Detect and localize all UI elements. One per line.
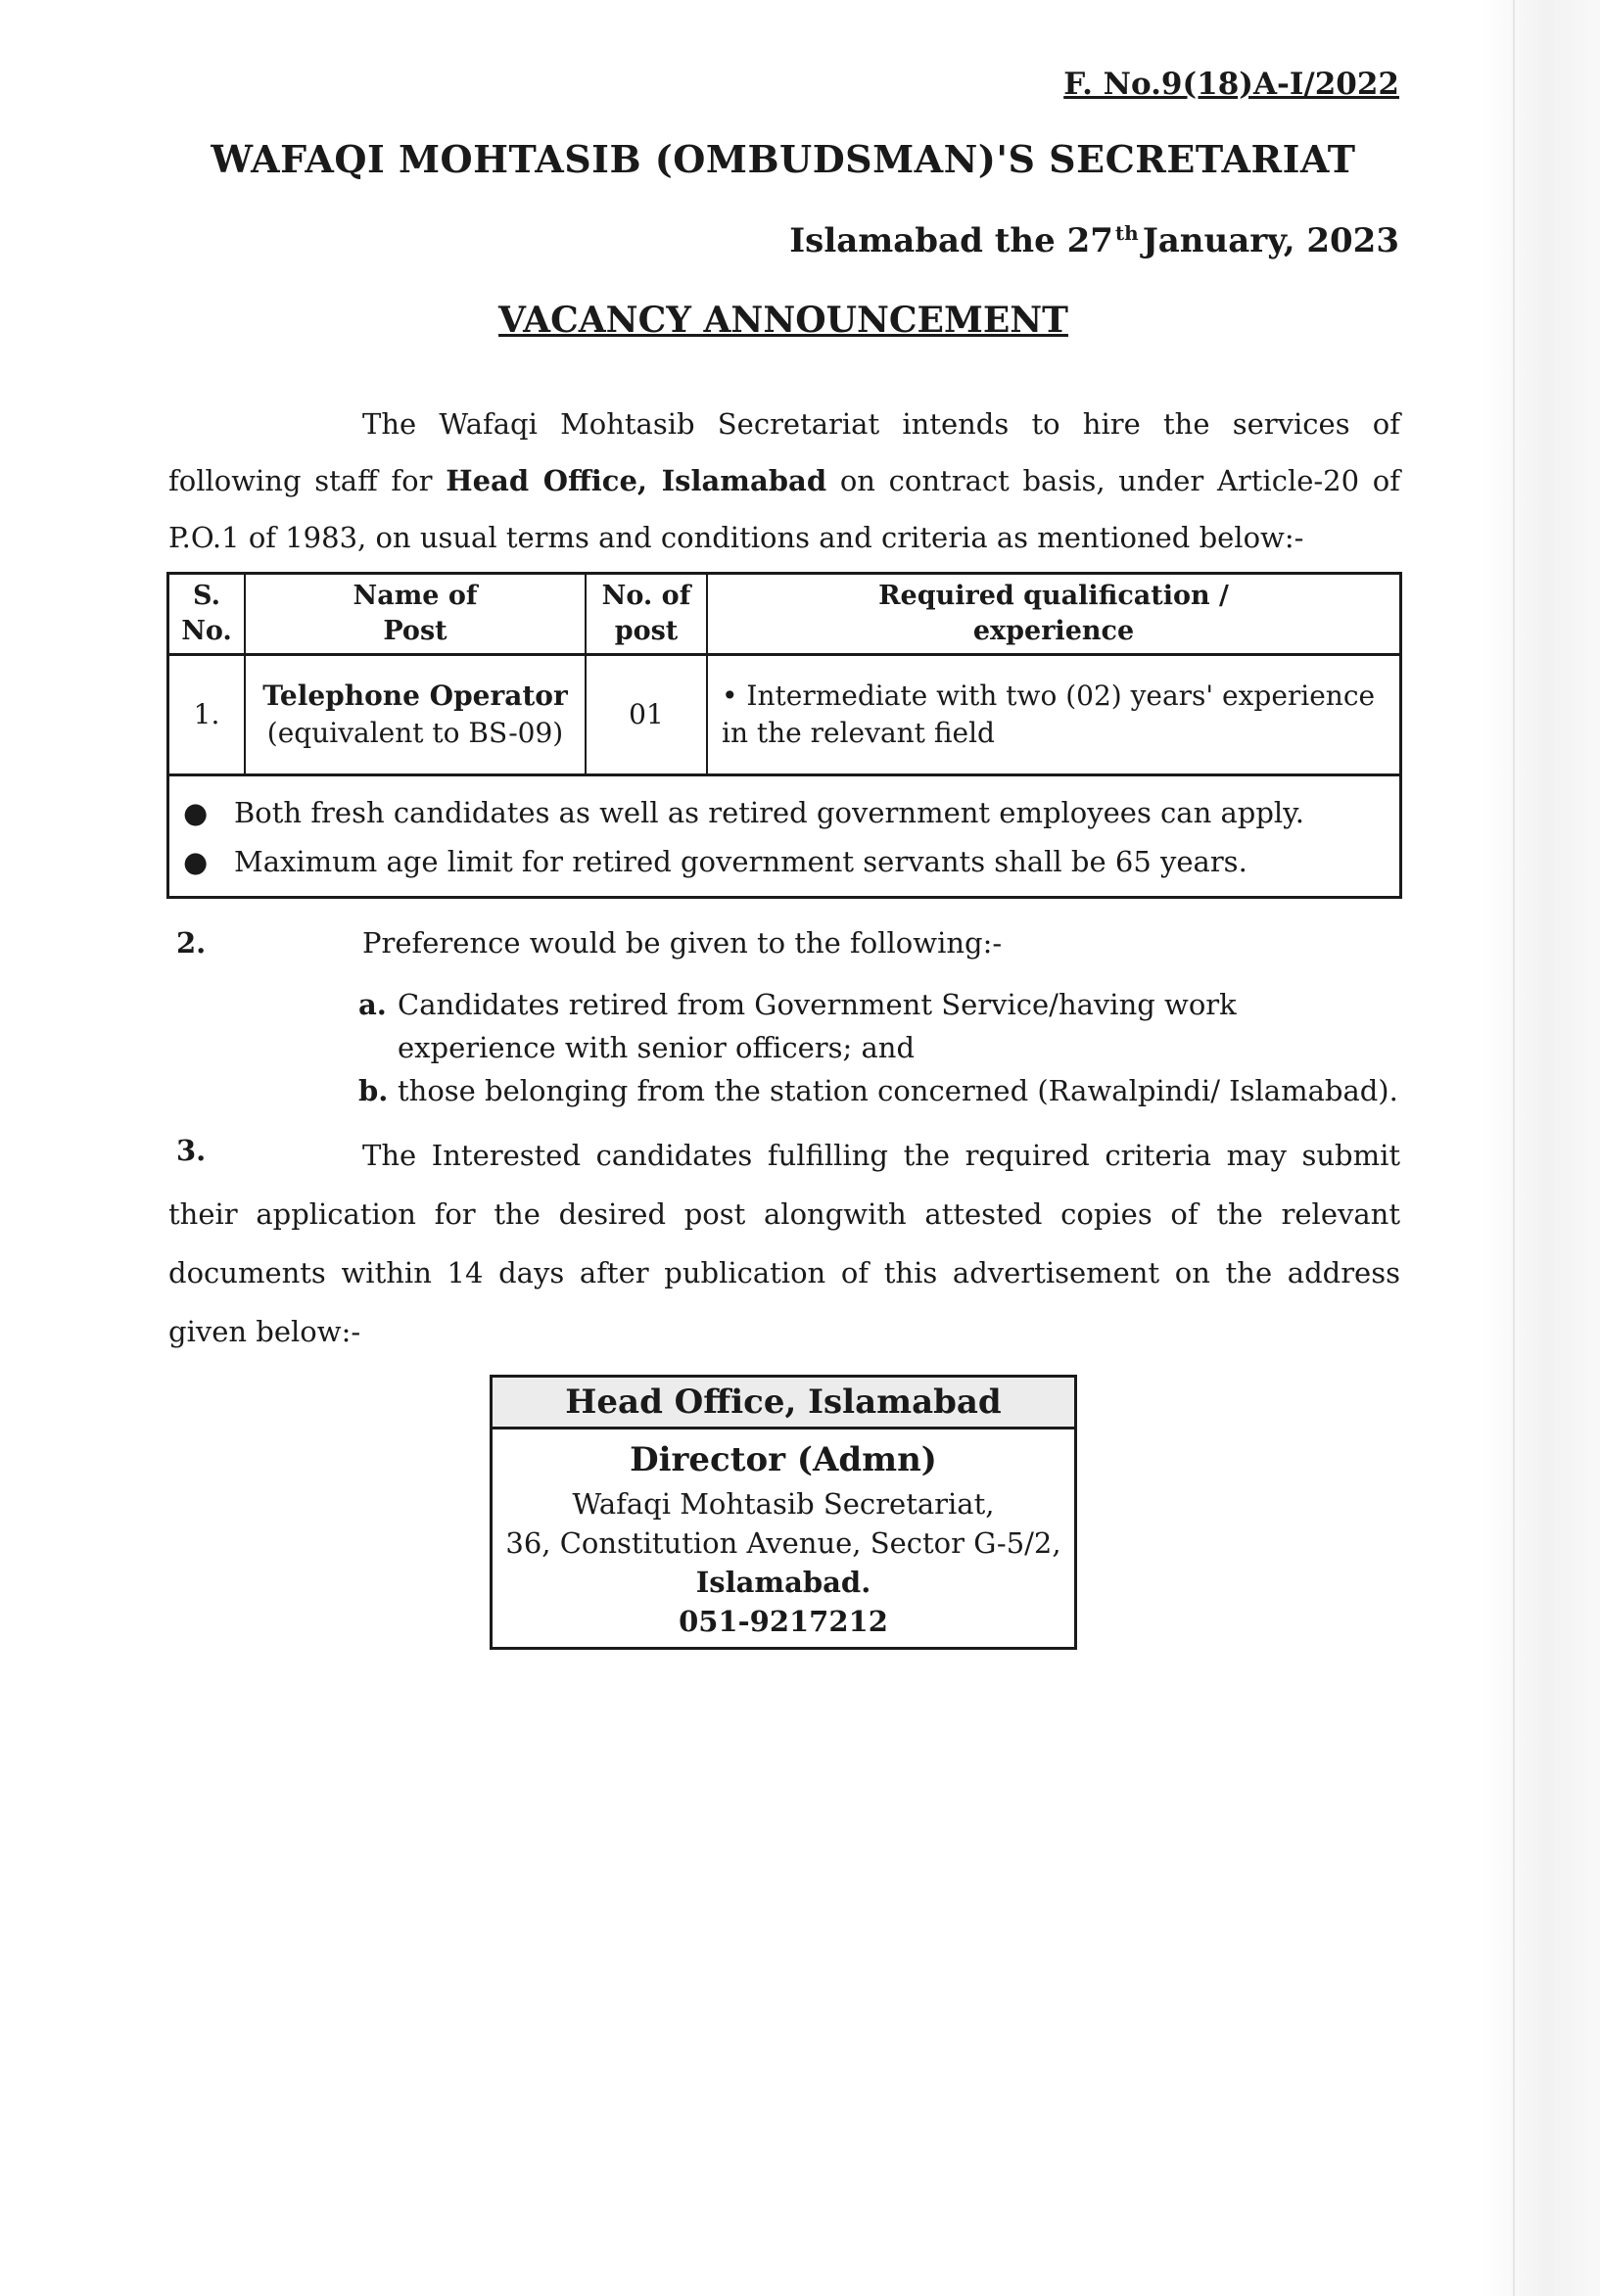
table-row (169, 656, 1399, 776)
para3-body: The Interested candidates fulfilling the required criteria may submit their application for the desired post alongwith attested copies of the relevant documents within 14 days after publication of this advertisement on the address given below:- (168, 1139, 1400, 1348)
issue-date (789, 221, 1399, 260)
address-designation: Director (Admn) (630, 1440, 937, 1479)
note-item (183, 837, 1399, 886)
post-name: Telephone Operator (262, 679, 568, 712)
header-qual-line1: Required qualification / (878, 581, 1229, 611)
address-city: Islamabad. (695, 1566, 871, 1599)
intro-part1: The Wafaqi Mohtasib Secretariat intends to hire the services of following staff for (168, 407, 1400, 497)
note-text: Maximum age limit for retired government servants shall be 65 years. (234, 845, 1247, 878)
date-suffix: January, 2023 (1142, 221, 1399, 260)
note-text: Both fresh candidates as well as retired government employees can apply. (234, 796, 1304, 829)
intro-bold: Head Office, Islamabad (446, 464, 827, 497)
header-sno-line2: No. (181, 616, 232, 646)
cell-post (246, 656, 587, 773)
intro-part2: on contract basis, under Article-20 of P.O.1 of 1983, on usual terms and conditions and criteria as mentioned below:- (168, 464, 1400, 554)
date-sup: th (1114, 221, 1139, 245)
table-notes (169, 776, 1399, 896)
header-post-name (246, 575, 587, 653)
item-label: b. (358, 1074, 389, 1107)
header-post-count (587, 575, 708, 653)
header-qual-line2: experience (972, 616, 1135, 646)
organization-title: WAFAQI MOHTASIB (OMBUDSMAN)'S SECRETARIAT (211, 137, 1356, 181)
post-grade: (equivalent to BS-09) (266, 717, 564, 749)
announcement-title: VACANCY ANNOUNCEMENT (498, 300, 1068, 341)
header-count-line1: No. of (601, 581, 691, 611)
header-count-line2: post (614, 616, 679, 646)
bullet-icon: ● (183, 845, 209, 878)
bullet-icon: ● (183, 796, 209, 829)
item-text: Candidates retired from Government Service/having work experience with senior officers; and (398, 988, 1237, 1064)
preference-list (358, 983, 1402, 1112)
intro-paragraph (168, 396, 1400, 566)
para2-number: 2. (176, 926, 207, 960)
address-line2: 36, Constitution Avenue, Sector G-5/2, (505, 1526, 1061, 1560)
header-sno-line1: S. (193, 581, 220, 611)
header-sno (169, 575, 246, 653)
address-line1: Wafaqi Mohtasib Secretariat, (572, 1487, 995, 1521)
address-box (490, 1375, 1077, 1650)
cell-sno: 1. (169, 656, 246, 773)
vacancy-table (166, 572, 1402, 899)
list-item (358, 1069, 1402, 1112)
para2-intro: Preference would be given to the following:- (362, 926, 1003, 960)
address-phone: 051-9217212 (679, 1605, 888, 1638)
note-item (183, 788, 1399, 837)
para3-number: 3. (176, 1134, 207, 1167)
header-qualification (708, 575, 1399, 653)
cell-qualification: • Intermediate with two (02) years' experience in the relevant field (722, 679, 1376, 749)
date-prefix: Islamabad the 27 (789, 221, 1113, 260)
table-header-row (169, 575, 1399, 656)
page-edge-shadow (1482, 0, 1600, 2296)
header-name-line1: Name of (353, 581, 478, 611)
item-label: a. (358, 988, 387, 1021)
address-heading: Head Office, Islamabad (493, 1378, 1074, 1429)
address-body (493, 1429, 1074, 1647)
cell-count: 01 (587, 656, 708, 773)
file-number: F. No.9(18)A-I/2022 (1063, 67, 1399, 102)
header-name-line2: Post (383, 616, 447, 646)
list-item (358, 983, 1402, 1069)
para3-text (168, 1126, 1400, 1361)
item-text: those belonging from the station concerned (Rawalpindi/ Islamabad). (398, 1074, 1398, 1107)
